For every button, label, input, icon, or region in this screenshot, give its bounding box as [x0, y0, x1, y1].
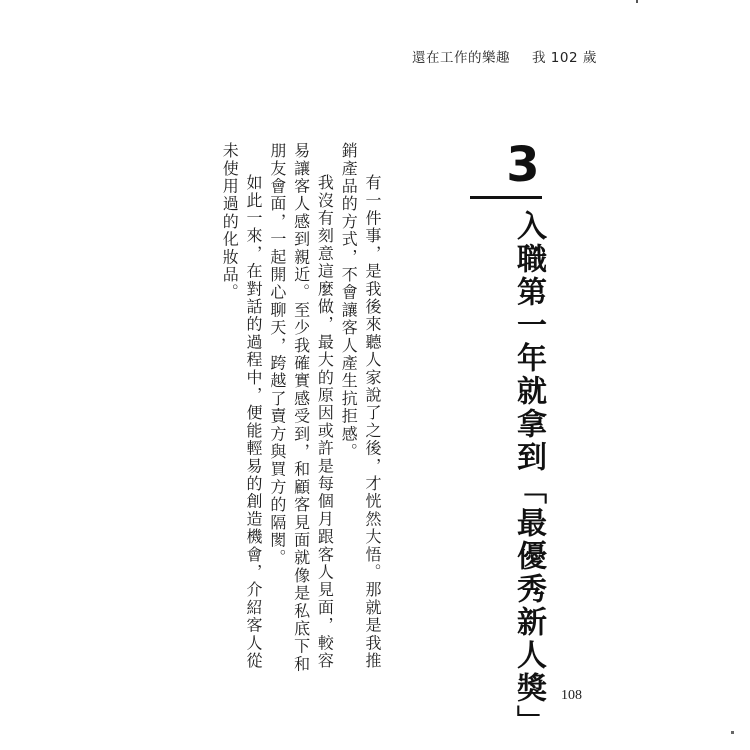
- body-text: [196, 142, 384, 682]
- body-paragraph-3: 如此一來，在對話的過程中，便能輕易的創造機會，介紹客人從未使用過的化妝品。: [220, 142, 264, 670]
- chapter-number: 3: [506, 137, 540, 193]
- body-paragraph-2: 我沒有刻意這麼做，最大的原因或許是每個月跟客人見面，較容易讓客人感到親近。至少我確實感受到，和顧客見面就像是私底下和朋友會面，一起開心聊天，跨越了賣方與買方的隔閡。: [267, 142, 335, 673]
- chapter-title: 入職第一年就拿到「最優秀新人獎」: [511, 210, 546, 738]
- header-section-title: 還在工作的樂趣: [412, 50, 510, 66]
- page-number: 108: [561, 688, 582, 703]
- header-book-title: 我 102 歲: [532, 50, 597, 66]
- crop-mark: [636, 0, 638, 3]
- chapter-divider: [470, 196, 542, 199]
- corner-mark: [731, 731, 734, 734]
- body-paragraph-1: 有一件事，是我後來聽人家說了之後，才恍然大悟。那就是我推銷產品的方式，不會讓客人產生抗拒感。: [339, 142, 382, 670]
- running-header: [412, 46, 597, 66]
